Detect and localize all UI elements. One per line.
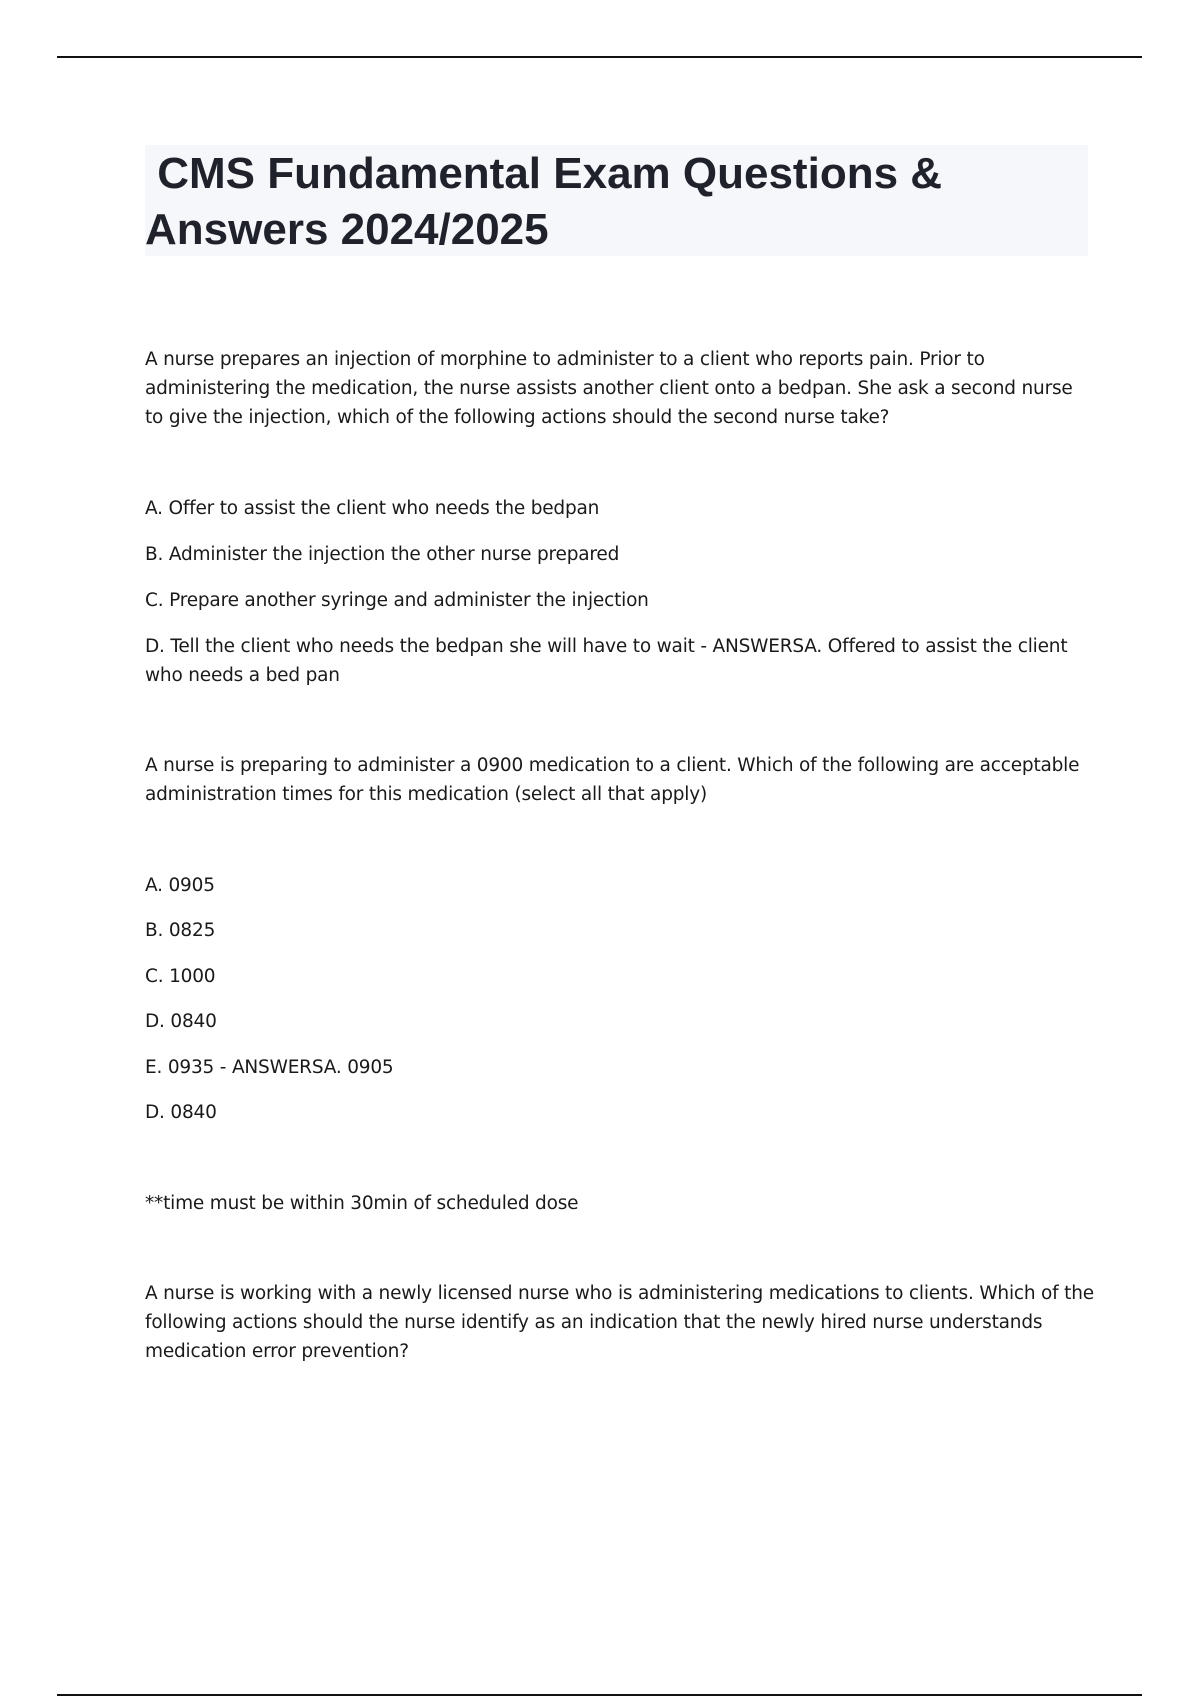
question-1-text: A nurse prepares an injection of morphine to administer to a client who reports pain. Prior to administering the medication, the nurse assists another client onto a bedpan. She ask a second nurse to give the injection, which of the following actions should the second nurse take? — [145, 349, 1073, 428]
question-2-text: A nurse is preparing to administer a 0900 medication to a client. Which of the following are acceptable administration times for this medication (select all that apply) — [145, 755, 1080, 805]
question-1-option-b: B. Administer the injection the other nurse prepared — [145, 544, 620, 565]
question-2-note: **time must be within 30min of scheduled dose — [145, 1193, 579, 1214]
bottom-rule — [57, 1694, 1142, 1696]
question-2-answer-d: D. 0840 — [145, 1102, 217, 1123]
document-title: CMS Fundamental Exam Questions & Answers 2024/2025 — [145, 149, 953, 254]
question-2-option-e-answer: E. 0935 - ANSWERSA. 0905 — [145, 1057, 394, 1078]
top-rule — [57, 56, 1142, 58]
question-1-option-d-answer: D. Tell the client who needs the bedpan she will have to wait - ANSWERSA. Offered to assist the client who needs a bed pan — [145, 636, 1068, 686]
question-2-option-c: C. 1000 — [145, 966, 216, 987]
question-2-option-a: A. 0905 — [145, 875, 215, 896]
question-2-option-b: B. 0825 — [145, 920, 216, 941]
question-3-text: A nurse is working with a newly licensed nurse who is administering medications to clients. Which of the following actions should the nurse identify as an indication that the newly hired nurse understands medication error prevention? — [145, 1283, 1094, 1362]
question-1-option-a: A. Offer to assist the client who needs the bedpan — [145, 498, 600, 519]
question-2-option-d: D. 0840 — [145, 1011, 217, 1032]
question-1-option-c: C. Prepare another syringe and administer the injection — [145, 590, 649, 611]
